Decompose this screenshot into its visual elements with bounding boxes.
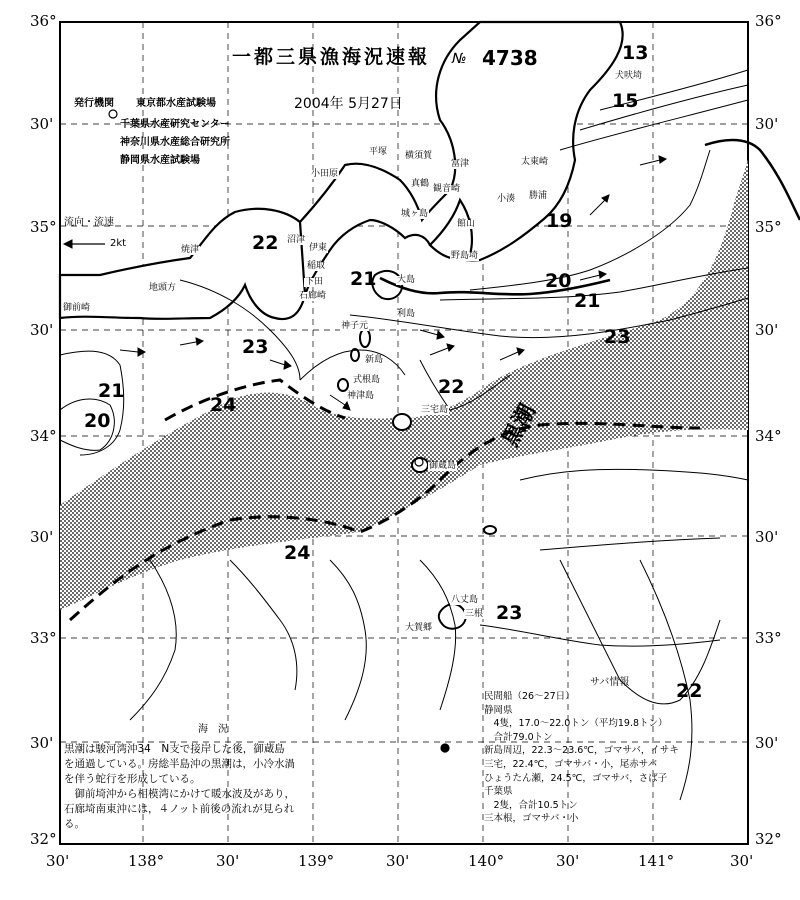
kaikyo-heading: 海 況 — [198, 724, 228, 735]
publisher-label: 発行機関 — [74, 98, 114, 109]
place-label: 大島 — [397, 275, 416, 285]
kaikyo-line: 御前埼沖から相模湾にかけて暖水波及があり， — [64, 788, 295, 800]
place-label: 下田 — [305, 277, 324, 287]
boat-report-line: 新島周辺，22.3～23.6℃，ゴマサバ，イサキ — [484, 745, 679, 757]
lat-left-7: 30' — [30, 734, 54, 752]
lon-2: 30' — [216, 852, 240, 870]
place-label: 小田原 — [311, 169, 339, 179]
lat-right-5: 30' — [755, 528, 779, 546]
kaikyo-line: を伴う蛇行を形成している。 — [64, 773, 201, 785]
place-label: 城ヶ島 — [401, 209, 429, 219]
publisher-3: 静岡県水産試験場 — [120, 155, 200, 166]
place-label: 石廊崎 — [299, 291, 327, 301]
boat-report-line: 三宅，22.4℃，ゴマサバ・小，尾赤サバ — [484, 758, 658, 770]
boat-report-line: 2隻，合計10.5トン — [484, 799, 578, 811]
place-label: 富津 — [451, 159, 470, 169]
place-label: 小湊 — [497, 194, 516, 204]
kuroshio-label: 黒潮 — [498, 400, 541, 451]
place-label: 利島 — [397, 309, 416, 319]
boat-report-line: 三本根，ゴマサバ・小 — [484, 813, 579, 825]
lat-right-7: 30' — [755, 734, 779, 752]
lat-left-2: 35° — [30, 218, 57, 236]
place-label: 勝浦 — [529, 191, 548, 201]
lat-left-4: 34° — [30, 427, 57, 445]
isotherm-label: 15 — [612, 90, 639, 112]
place-label: 平塚 — [369, 147, 388, 157]
lon-8: 30' — [730, 852, 754, 870]
place-label: 御蔵島 — [429, 461, 457, 471]
place-label: 御前崎 — [63, 303, 91, 313]
isotherm-label: 23 — [604, 326, 631, 348]
lat-right-1: 30' — [755, 115, 779, 133]
place-label: 横須賀 — [405, 151, 433, 161]
place-label: 焼津 — [181, 245, 200, 255]
place-label: 沼津 — [287, 235, 306, 245]
kaikyo-line: 石廊埼南東沖には，４ノット前後の流れが見られ — [64, 803, 295, 815]
lat-left-0: 36° — [30, 12, 57, 30]
place-label: 稲取 — [307, 261, 326, 271]
isotherm-label: 21 — [350, 268, 377, 290]
isotherm-label: 23 — [496, 602, 523, 624]
legend-title: 流向・流速 — [64, 217, 114, 228]
lon-7: 141° — [638, 852, 675, 870]
lon-4: 30' — [386, 852, 410, 870]
place-label: 地頭方 — [149, 283, 177, 293]
isotherm-label: 22 — [252, 232, 279, 254]
legend-arrow — [64, 240, 105, 248]
lat-right-8: 32° — [755, 830, 782, 848]
isotherm-label: 20 — [545, 270, 572, 292]
lat-left-1: 30' — [30, 115, 54, 133]
isotherm-label: 22 — [438, 376, 465, 398]
isotherm-label: 20 — [84, 410, 111, 432]
publisher-0: 東京都水産試験場 — [136, 98, 216, 109]
isotherm-label: 13 — [622, 42, 649, 64]
lat-left-5: 30' — [30, 528, 54, 546]
lat-left-6: 33° — [30, 629, 57, 647]
lon-6: 30' — [556, 852, 580, 870]
boat-report-title: 民間船（26～27日） — [484, 691, 575, 702]
issue-number: 4738 — [482, 46, 538, 70]
isotherm-label: 22 — [676, 680, 703, 702]
place-label: 観音崎 — [433, 184, 461, 194]
lat-right-0: 36° — [755, 12, 782, 30]
boat-report-line: 4隻，17.0～22.0トン（平均19.8トン） — [484, 718, 668, 730]
lat-left-3: 30' — [30, 321, 54, 339]
legend-arrow-label: 2kt — [110, 238, 127, 249]
place-label: 三根 — [465, 609, 484, 619]
place-label: 真鶴 — [411, 179, 430, 189]
isotherm-label: 24 — [210, 394, 237, 416]
report-title: 一都三県漁海況速報 — [232, 46, 431, 68]
lon-5: 140° — [468, 852, 505, 870]
publisher-1: 千葉県水産研究センター — [120, 119, 230, 130]
kaikyo-line: を通過している。房総半島沖の黒潮は，小冷水渦 — [64, 758, 295, 770]
place-label: 野島埼 — [451, 251, 479, 261]
place-label: 八丈島 — [451, 595, 479, 605]
place-label: 犬吠埼 — [615, 71, 643, 81]
isotherm-label: 19 — [546, 210, 573, 232]
lat-left-8: 32° — [30, 830, 57, 848]
place-label: 三宅島 — [421, 405, 449, 415]
lat-right-3: 30' — [755, 321, 779, 339]
place-label: 神子元 — [341, 321, 369, 331]
place-label: 大賀郷 — [405, 623, 433, 633]
boat-report — [484, 690, 752, 826]
publisher-2: 神奈川県水産総合研究所 — [120, 137, 230, 148]
boat-report-line: 合計79.0トン — [484, 731, 553, 743]
boat-report-line: 千葉県 — [484, 786, 513, 798]
kaikyo-line: 黒潮は駿河湾沖34 N支で接岸した後，御蔵島 — [64, 743, 285, 755]
kaikyo-line: る。 — [64, 818, 85, 830]
lat-right-2: 35° — [755, 218, 782, 236]
place-label: 伊東 — [309, 243, 328, 253]
boat-report-line: 静岡県 — [484, 704, 513, 716]
lon-3: 139° — [298, 852, 335, 870]
isotherm-label: 21 — [574, 290, 601, 312]
place-label: 太東崎 — [521, 157, 549, 167]
place-label: 式根島 — [353, 375, 381, 385]
boat-report-line: ひょうたん瀬，24.5℃，ゴマサバ，さば子 — [484, 772, 668, 784]
kuroshio-east-edge — [705, 140, 800, 220]
lon-1: 138° — [128, 852, 165, 870]
kaikyo-notes — [64, 742, 426, 832]
lat-right-6: 33° — [755, 629, 782, 647]
place-label: 館山 — [457, 219, 476, 229]
saba-info-label: サバ情報 — [590, 677, 630, 688]
report-date: 2004年 5月27日 — [294, 96, 403, 112]
place-label: 新島 — [365, 355, 384, 365]
lat-right-4: 34° — [755, 427, 782, 445]
issue-prefix: № — [452, 51, 467, 67]
lon-0: 30' — [46, 852, 70, 870]
place-label: 神津島 — [347, 391, 375, 401]
isotherm-label: 24 — [284, 542, 311, 564]
isotherm-label: 23 — [242, 336, 269, 358]
isotherm-label: 21 — [98, 380, 125, 402]
